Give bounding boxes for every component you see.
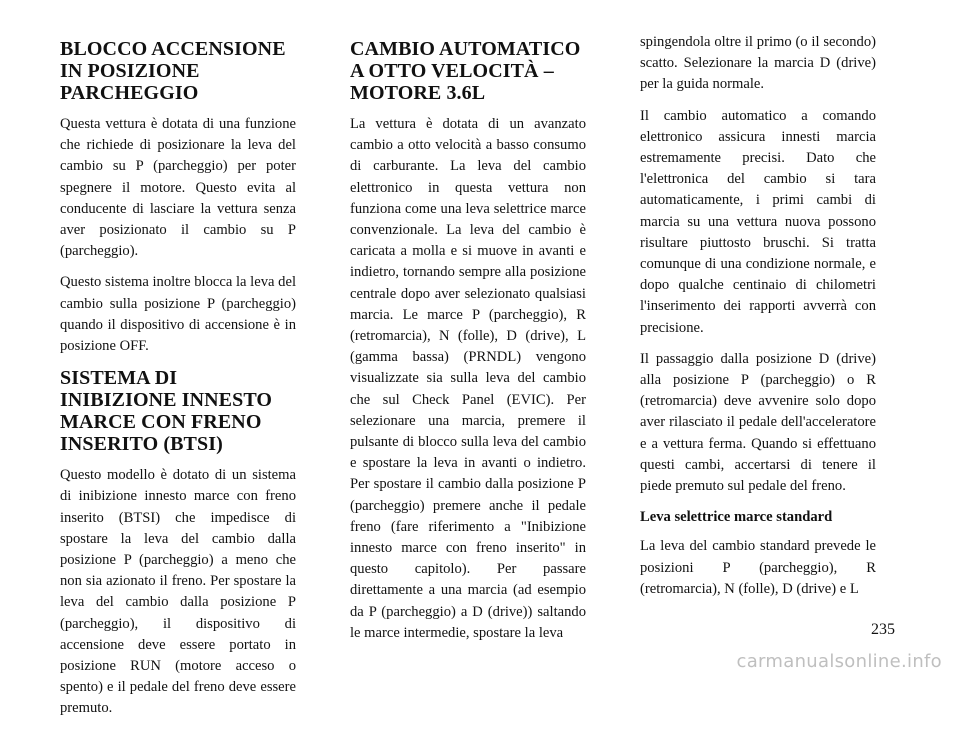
column-middle (350, 38, 586, 654)
paragraph: Il passaggio dalla posizione D (drive) alla posizione P (parcheggio) o R (retromarcia) deve avvenire solo dopo aver rilasciato il pedale dell'acceleratore e a vettura ferma. Quando si effettuano questi cambi, accertarsi di tenere il piede premuto sul pedale del freno. (640, 350, 876, 495)
paragraph: La vettura è dotata di un avanzato cambio a otto velocità a basso consumo di carburante. La leva del cambio elettronico in questa vettura non funziona come una leva selettrice marce convenzionale. La leva del cambio è caricata a molla e si muove in avanti e indietro, tornando sempre alla posizione centrale dopo aver selezionato qualsiasi marcia. Le marce P (parcheggio), R (retromarcia), N (folle), D (drive), L (gamma bassa) (PRNDL) vengono visualizzate sia sulla leva del cambio che sul Check Panel (EVIC). Per selezionare una marcia, premere il pulsante di blocco sulla leva del cambio e spostare la leva in avanti o indietro. Per spostare il cambio dalla posizione P (parcheggio) premere anche il pedale freno (fare riferimento a "Inibizione innesto marce con freno inserito" in questo capitolo). Per passare direttamente a una marcia (ad esempio da P (parcheggio) a D (drive)) saltando le marce intermedie, spostare la leva (350, 116, 586, 641)
column-left (60, 38, 296, 730)
paragraph: Questo sistema inoltre blocca la leva del cambio sulla posizione P (parcheggio) quando il dispositivo di accensione è in posizione OFF. (60, 274, 296, 355)
paragraph: Questo modello è dotato di un sistema di inibizione innesto marce con freno inserito (BTSI) che impedisce di spostare la leva del cambio dalla posizione P (parcheggio) a meno che non sia azionato il freno. Per spostare la leva del cambio dalla posizione P (parcheggio), il dispositivo di accensione deve essere portato in posizione RUN (motore acceso o spento) e il pedale del freno deve essere premuto. (60, 467, 296, 717)
page-number: 235 (871, 621, 895, 638)
paragraph: Il cambio automatico a comando elettronico assicura innesti marcia estremamente precisi. Dato che l'elettronica del cambio si tara automaticamente, i primi cambi di marcia su una vettura nuova possono risultare piuttosto bruschi. Si tratta comunque di una condizione normale, e dopo qualche centinaio di chilometri l'inserimento dei rapporti avverrà con precisione. (640, 107, 876, 336)
heading-park-interlock: BLOCCO ACCENSIONE IN POSIZIONE PARCHEGGIO (60, 38, 286, 104)
column-right (640, 32, 876, 610)
heading-btsi: SISTEMA DI INIBIZIONE INNESTO MARCE CON FRENO INSERITO (BTSI) (60, 367, 273, 456)
paragraph: spingendola oltre il primo (o il secondo) scatto. Selezionare la marcia D (drive) per la guida normale. (640, 34, 876, 93)
paragraph: Questa vettura è dotata di una funzione che richiede di posizionare la leva del cambio su P (parcheggio) per poter spegnere il motore. Questo evita al conducente di lasciare la vettura senza aver posizionato il cambio su P (parcheggio). (60, 116, 296, 260)
watermark-link[interactable]: carmanualsonline.info (736, 651, 942, 672)
subheading-standard-shifter: Leva selettrice marce standard (640, 509, 833, 526)
heading-automatic-transmission: CAMBIO AUTOMATICO A OTTO VELOCITÀ – MOTORE 3.6L (350, 38, 581, 104)
paragraph: La leva del cambio standard prevede le posizioni P (parcheggio), R (retromarcia), N (folle), D (drive) e L (640, 538, 876, 597)
